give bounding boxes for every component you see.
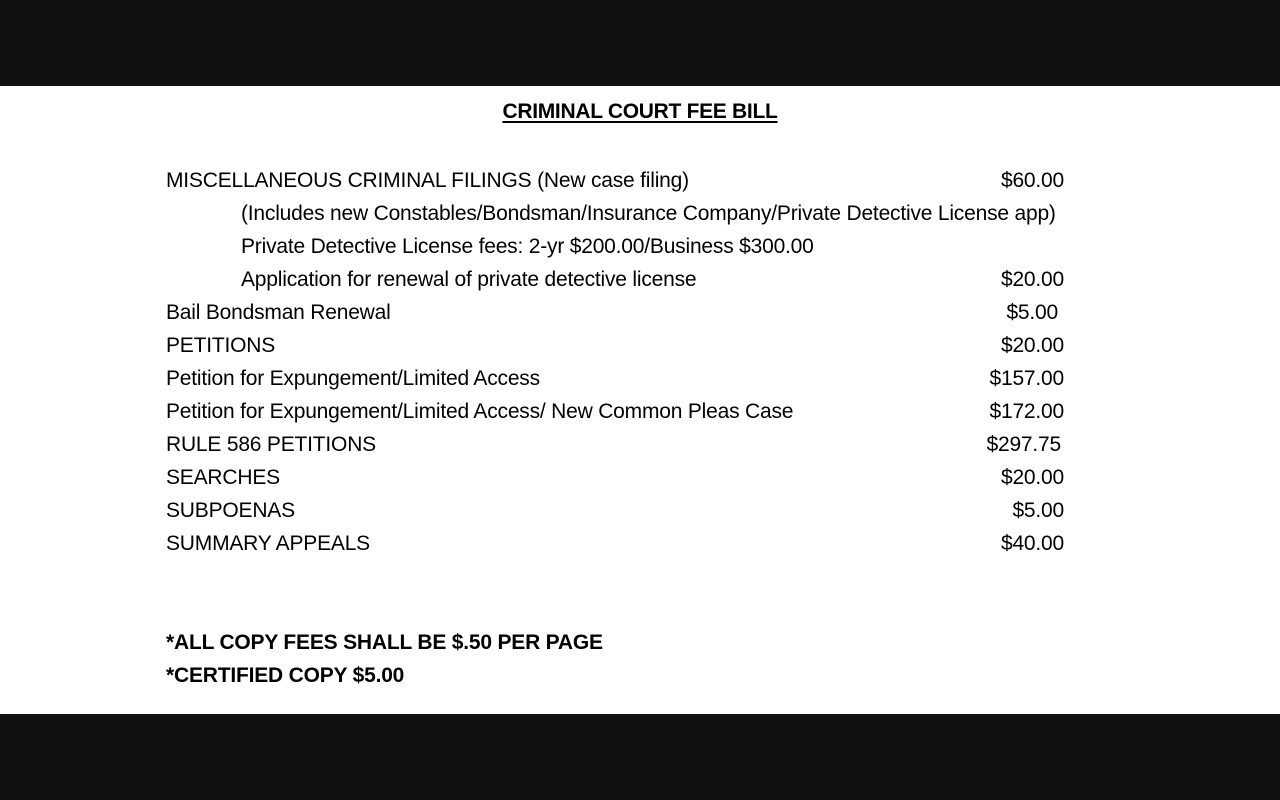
fee-row-amount: $297.75 — [986, 433, 1061, 456]
fee-row-label: SEARCHES — [166, 466, 280, 489]
fee-row-label: SUMMARY APPEALS — [166, 532, 370, 555]
fee-row — [0, 166, 1280, 196]
fee-row — [0, 331, 1280, 361]
fee-bill-document — [0, 86, 1280, 714]
fee-row — [0, 364, 1280, 394]
fee-row — [0, 265, 1280, 295]
fee-row — [0, 496, 1280, 526]
fee-row-label: (Includes new Constables/Bondsman/Insurance Company/Private Detective License app) — [241, 202, 1056, 225]
certified-copy-note: *CERTIFIED COPY $5.00 — [166, 664, 405, 687]
fee-row-amount: $172.00 — [989, 400, 1064, 423]
fee-row-amount: $20.00 — [1000, 268, 1064, 291]
fee-row-amount: $20.00 — [1000, 466, 1064, 489]
letterbox-bottom — [0, 714, 1280, 800]
fee-row-amount: $40.00 — [1000, 532, 1064, 555]
fee-row-label: Bail Bondsman Renewal — [166, 301, 391, 324]
fee-row-label: MISCELLANEOUS CRIMINAL FILINGS (New case filing) — [166, 169, 689, 192]
document-title-text: CRIMINAL COURT FEE BILL — [502, 100, 778, 123]
fee-row — [0, 529, 1280, 559]
fee-row — [0, 397, 1280, 427]
fee-row — [0, 463, 1280, 493]
fee-row-label: Petition for Expungement/Limited Access — [166, 367, 540, 390]
fee-row-amount: $5.00 — [1006, 301, 1058, 324]
fee-row-label: RULE 586 PETITIONS — [166, 433, 376, 456]
fee-row-label: SUBPOENAS — [166, 499, 295, 522]
fee-row-label: Private Detective License fees: 2-yr $200.00/Business $300.00 — [241, 235, 814, 258]
fee-row-label: PETITIONS — [166, 334, 276, 357]
fee-row-amount: $5.00 — [1012, 499, 1064, 522]
fee-row-label: Petition for Expungement/Limited Access/ New Common Pleas Case — [166, 400, 794, 423]
fee-row — [0, 199, 1280, 229]
document-title — [0, 100, 1280, 124]
letterbox-top — [0, 0, 1280, 86]
copy-fee-note: *ALL COPY FEES SHALL BE $.50 PER PAGE — [166, 631, 603, 654]
fee-row — [0, 430, 1280, 460]
fee-row-label: Application for renewal of private detective license — [241, 268, 697, 291]
fee-row — [0, 232, 1280, 262]
fee-row-amount: $157.00 — [989, 367, 1064, 390]
fee-row-amount: $60.00 — [1000, 169, 1064, 192]
fee-row-amount: $20.00 — [1000, 334, 1064, 357]
fee-row — [0, 298, 1280, 328]
